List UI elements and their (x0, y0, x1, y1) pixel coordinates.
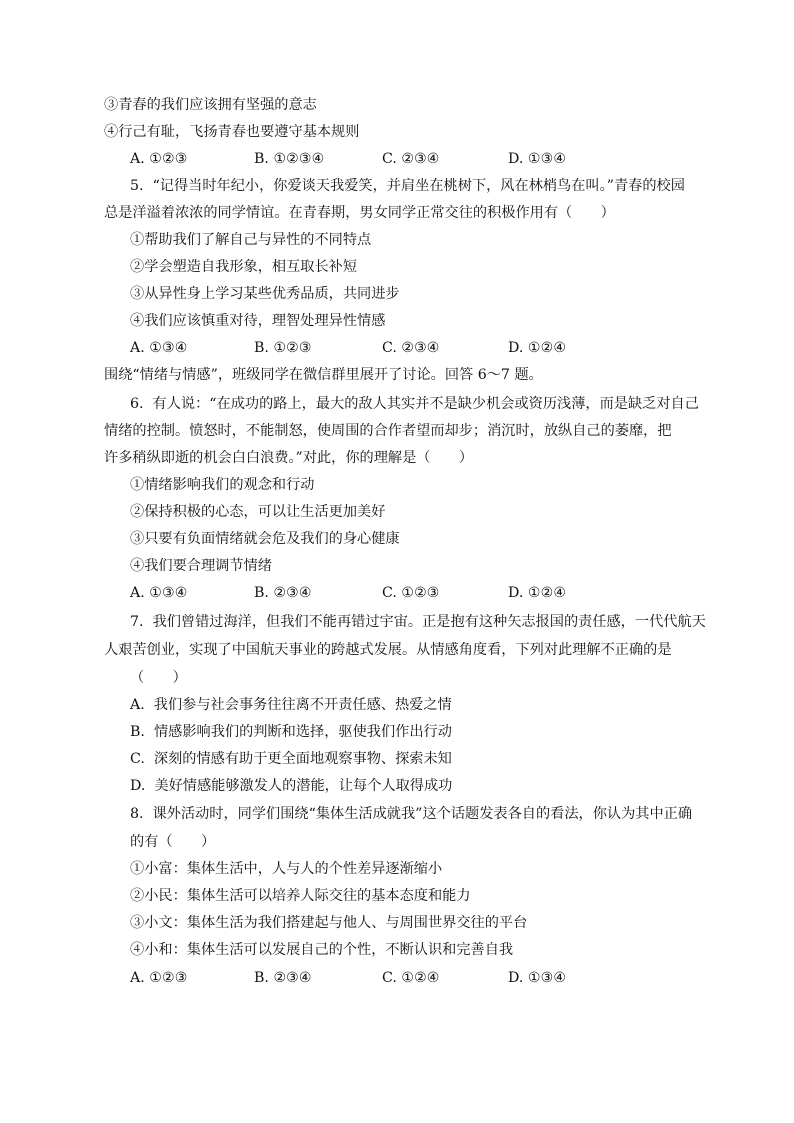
option-b: B. ②③④ (254, 585, 312, 601)
option-d: D. ①②④ (508, 585, 567, 601)
q8-stem-line-1: 8. 课外活动时，同学们围绕“集体生活成就我”这个话题发表各自的看法，你认为其中正确 (130, 806, 693, 822)
option-a: A. ①③④ (130, 340, 188, 356)
q5-options (130, 338, 690, 358)
q8-stem-line-2: 的有（ ） (130, 834, 216, 850)
q5-statement-3: ③从异性身上学习某些优秀品质，共同进步 (130, 286, 400, 302)
q5-statement-4: ④我们应该慎重对待，理智处理异性情感 (130, 313, 386, 329)
option-d: D. ①②④ (508, 340, 567, 356)
q4-options (130, 149, 690, 169)
q5-stem-line-2: 总是洋溢着浓浓的同学情谊。在青春期，男女同学正常交往的积极作用有（ ） (104, 205, 615, 221)
q7-stem-line-2: 人艰苦创业，实现了中国航天事业的跨越式发展。从情感角度看，下列对此理解不正确的是 (104, 642, 672, 658)
q6-stem-line-1: 6. 有人说：“在成功的路上，最大的敌人其实并不是缺少机会或资历浅薄，而是缺乏对自己 (130, 396, 699, 412)
q6-stem-line-3: 许多稍纵即逝的机会白白浪费。”对此，你的理解是（ ） (104, 450, 474, 466)
option-b: B. ①②③④ (254, 151, 325, 167)
q7-stem-line-3: （ ） (130, 670, 187, 686)
q7-option-d: D. 美好情感能够激发人的潜能，让每个人取得成功 (130, 778, 453, 794)
q8-options (130, 968, 690, 988)
option-c: C. ①②④ (382, 970, 440, 986)
q8-statement-3: ③小文：集体生活为我们搭建起与他人、与周围世界交往的平台 (130, 915, 528, 931)
q7-option-c: C. 深刻的情感有助于更全面地观察事物、探索未知 (130, 751, 452, 767)
q7-option-b: B. 情感影响我们的判断和选择，驱使我们作出行动 (130, 724, 452, 740)
option-d: D. ①③④ (508, 151, 567, 167)
option-c: C. ②③④ (382, 151, 440, 167)
q6-stem-line-2: 情绪的控制。愤怒时，不能制怒，使周围的合作者望而却步；消沉时，放纵自己的萎靡，把 (104, 423, 672, 439)
option-d: D. ①③④ (508, 970, 567, 986)
q6-statement-4: ④我们要合理调节情绪 (130, 558, 272, 574)
q5-stem-line-1: 5. “记得当时年纪小，你爱谈天我爱笑，并肩坐在桃树下，风在林梢鸟在叫。”青春的校园 (130, 178, 685, 194)
q7-stem-line-1: 7. 我们曾错过海洋，但我们不能再错过宇宙。正是抱有这种矢志报国的责任感，一代代航天 (130, 614, 706, 630)
option-b: B. ①②③ (254, 340, 312, 356)
option-b: B. ②③④ (254, 970, 312, 986)
q8-statement-2: ②小民：集体生活可以培养人际交往的基本态度和能力 (130, 888, 471, 904)
q6-statement-1: ①情绪影响我们的观念和行动 (130, 477, 315, 493)
q5-statement-1: ①帮助我们了解自己与异性的不同特点 (130, 232, 372, 248)
option-c: C. ②③④ (382, 340, 440, 356)
q8-statement-4: ④小和：集体生活可以发展自己的个性，不断认识和完善自我 (130, 942, 514, 958)
q5-statement-2: ②学会塑造自我形象，相互取长补短 (130, 259, 358, 275)
q8-statement-1: ①小富：集体生活中，人与人的个性差异逐渐缩小 (130, 861, 443, 877)
q6-statement-3: ③只要有负面情绪就会危及我们的身心健康 (130, 531, 400, 547)
option-a: A. ①③④ (130, 585, 188, 601)
q6-statement-2: ②保持积极的心态，可以让生活更加美好 (130, 504, 386, 520)
q6-options (130, 583, 690, 603)
q4-statement-3: ③青春的我们应该拥有坚强的意志 (104, 97, 317, 113)
q4-statement-4: ④行己有耻，飞扬青春也要遵守基本规则 (104, 124, 360, 140)
q7-option-a: A. 我们参与社会事务往往离不开责任感、热爱之情 (130, 697, 452, 713)
option-c: C. ①②③ (382, 585, 440, 601)
option-a: A. ①②③ (130, 970, 188, 986)
option-a: A. ①②③ (130, 151, 188, 167)
section-intro: 围绕“情绪与情感”，班级同学在微信群里展开了讨论。回答 6～7 题。 (104, 367, 543, 383)
